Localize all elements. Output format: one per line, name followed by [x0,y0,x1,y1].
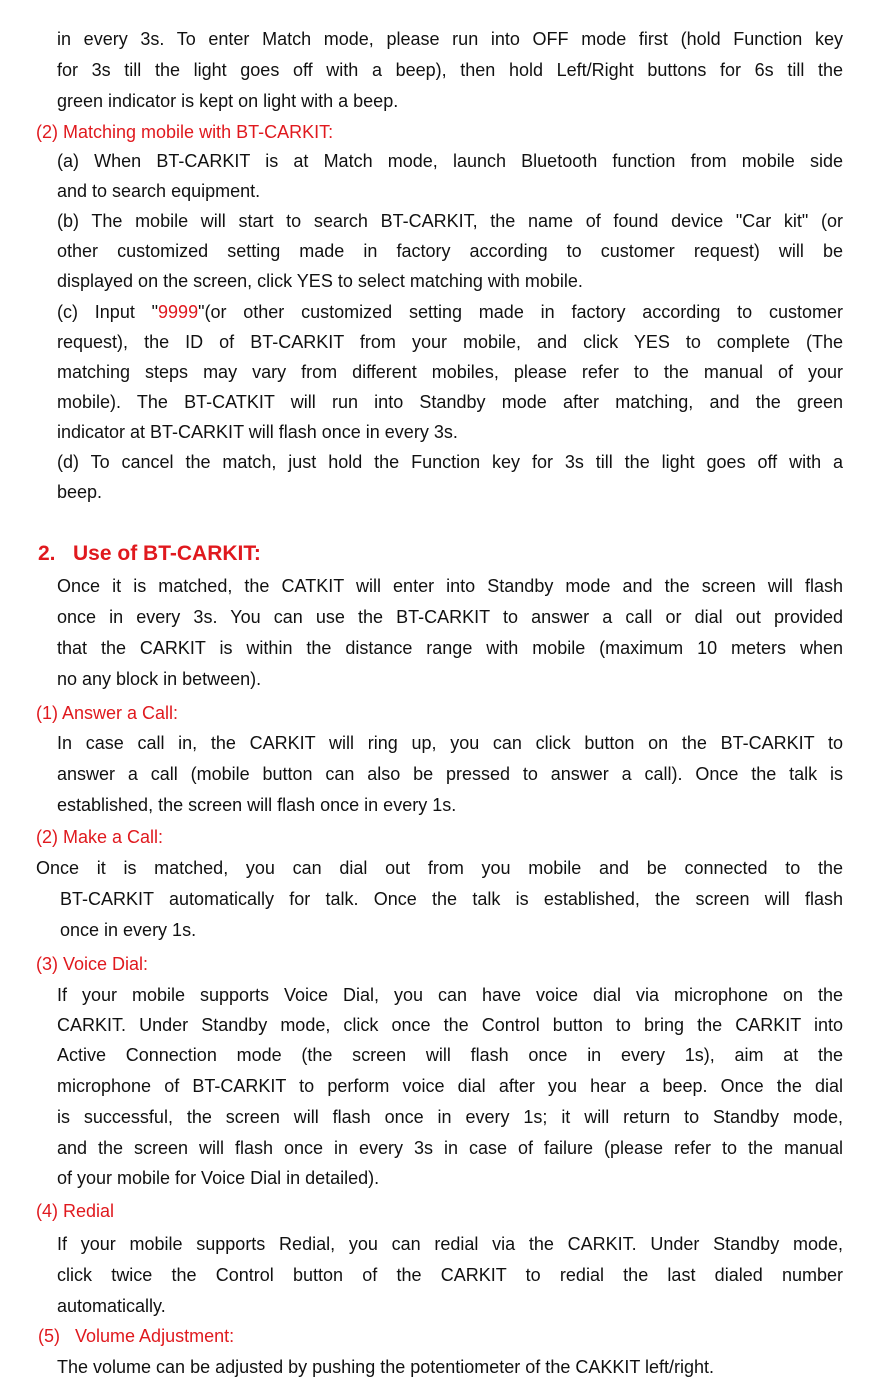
matching-c-line-5: indicator at BT-CARKIT will flash once in every 3s. [57,422,458,442]
matching-b-line-3: displayed on the screen, click YES to select matching with mobile. [57,271,583,291]
intro-line-1: in every 3s. To enter Match mode, please run into OFF mode first (hold Function key [57,29,843,49]
make-line-2: BT-CARKIT automatically for talk. Once the talk is established, the screen will flash [60,889,843,909]
voice-line-4: microphone of BT-CARKIT to perform voice dial after you hear a beep. Once the dial [57,1076,843,1096]
answer-line-1: In case call in, the CARKIT will ring up, you can click button on the BT-CARKIT to [57,733,843,753]
matching-c-line-1 [57,301,843,323]
voice-line-1: If your mobile supports Voice Dial, you can have voice dial via microphone on the [57,985,843,1005]
make-heading: (2) Make a Call: [36,827,164,847]
voice-line-7: of your mobile for Voice Dial in detailed). [57,1168,380,1188]
matching-c-line-2: request), the ID of BT-CARKIT from your mobile, and click YES to complete (The [57,332,843,352]
answer-line-2: answer a call (mobile button can also be pressed to answer a call). Once the talk is [57,764,843,784]
use-heading: 2. Use of BT-CARKIT: [38,542,261,565]
matching-b-line-1: (b) The mobile will start to search BT-CARKIT, the name of found device "Car kit" (or [57,211,843,231]
make-line-3: once in every 1s. [60,920,197,940]
matching-c-line-4: mobile). The BT-CATKIT will run into Standby mode after matching, and the green [57,392,843,412]
matching-a-line-2: and to search equipment. [57,181,261,201]
redial-heading: (4) Redial [36,1201,115,1221]
voice-heading: (3) Voice Dial: [36,954,149,974]
answer-line-3: established, the screen will flash once in every 1s. [57,795,457,815]
matching-c-line-3: matching steps may vary from different mobiles, please refer to the manual of your [57,362,843,382]
use-intro-line-2: once in every 3s. You can use the BT-CARKIT to answer a call or dial out provided [57,607,843,627]
use-intro-line-3: that the CARKIT is within the distance range with mobile (maximum 10 meters when [57,638,843,658]
matching-c-prefix: (c) Input " [57,302,159,322]
use-intro-line-1: Once it is matched, the CATKIT will enter into Standby mode and the screen will flash [57,576,843,596]
intro-line-3: green indicator is kept on light with a beep. [57,91,399,111]
volume-line-1: The volume can be adjusted by pushing the potentiometer of the CAKKIT left/right. [57,1357,715,1377]
answer-heading: (1) Answer a Call: [36,703,179,723]
matching-heading: (2) Matching mobile with BT-CARKIT: [36,122,334,142]
redial-line-1: If your mobile supports Redial, you can redial via the CARKIT. Under Standby mode, [57,1234,843,1254]
matching-c-suffix: "(or other customized setting made in factory according to customer [198,302,843,322]
matching-b-line-2: other customized setting made in factory according to customer request) will be [57,241,843,261]
voice-line-6: and the screen will flash once in every 3s in case of failure (please refer to the manual [57,1138,843,1158]
make-line-1: Once it is matched, you can dial out from you mobile and be connected to the [36,858,843,878]
matching-c-code: 9999 [158,302,199,322]
use-intro-line-4: no any block in between). [57,669,262,689]
voice-line-5: is successful, the screen will flash once in every 1s; it will return to Standby mode, [57,1107,843,1127]
redial-line-3: automatically. [57,1296,166,1316]
voice-line-3: Active Connection mode (the screen will flash once in every 1s), aim at the [57,1045,843,1065]
matching-d-line-2: beep. [57,482,103,502]
redial-line-2: click twice the Control button of the CARKIT to redial the last dialed number [57,1265,843,1285]
intro-line-2: for 3s till the light goes off with a beep), then hold Left/Right buttons for 6s till the [57,60,843,80]
matching-a-line-1: (a) When BT-CARKIT is at Match mode, launch Bluetooth function from mobile side [57,151,843,171]
voice-line-2: CARKIT. Under Standby mode, click once the Control button to bring the CARKIT into [57,1015,843,1035]
volume-heading: (5) Volume Adjustment: [38,1326,235,1346]
matching-d-line-1: (d) To cancel the match, just hold the Function key for 3s till the light goes off with a [57,452,843,472]
